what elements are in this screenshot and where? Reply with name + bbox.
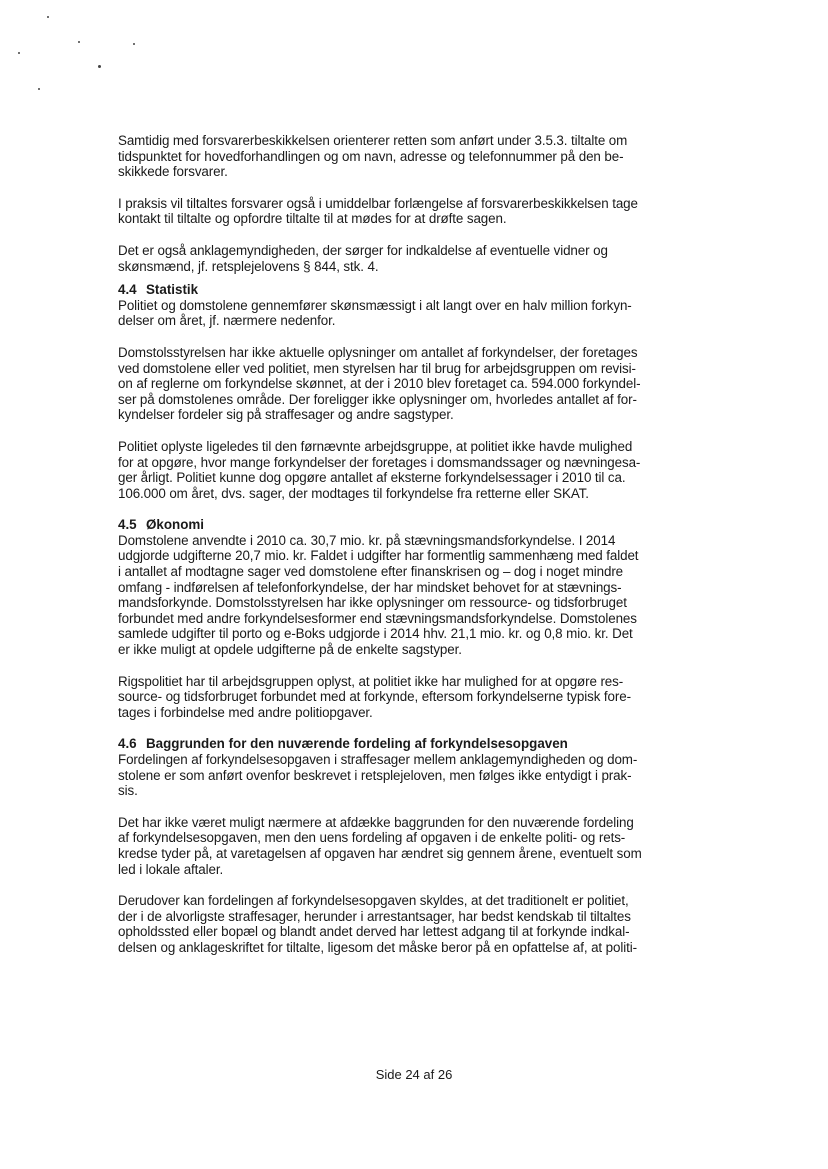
section-number: 4.4 <box>118 282 137 298</box>
body-paragraph <box>118 674 708 721</box>
section-baggrund <box>118 736 708 955</box>
text-line: forbundet med andre forkyndelsesformer end stævningsmandsforkyndelse. Domstolenes <box>118 610 637 626</box>
text-line: led i lokale aftaler. <box>118 861 224 877</box>
text-line: 106.000 om året, dvs. sager, der modtages til forkyndelse fra retterne eller SKAT. <box>118 485 589 501</box>
text-line: ser på domstolenes område. Der foreligger ikke oplysninger om, hvorledes antallet af for- <box>118 391 637 407</box>
scan-speck <box>38 88 40 90</box>
text-line: er ikke muligt at opdele udgifterne på de enkelte sagstyper. <box>118 642 462 658</box>
text-line: der i de alvorligste straffesager, herunder i arrestantsager, har bedst kendskab til tiltaltes <box>118 908 631 924</box>
text-line: stolene er som anført ovenfor beskrevet i retsplejeloven, men følges ikke entydigt i prak- <box>118 767 632 783</box>
text-line: for at opgøre, hvor mange forkyndelser der foretages i domsmandssager og nævningesa- <box>118 454 641 470</box>
section-heading <box>118 517 708 533</box>
text-line: udgjorde udgifterne 20,7 mio. kr. Faldet i udgifter har formentlig sammenhæng med faldet <box>118 548 639 564</box>
section-number: 4.6 <box>118 736 137 752</box>
body-paragraph <box>118 243 708 274</box>
text-line: skønsmænd, jf. retsplejelovens § 844, stk. 4. <box>118 258 379 274</box>
text-line: Domstolsstyrelsen har ikke aktuelle oplysninger om antallet af forkyndelser, der foretages <box>118 344 638 360</box>
text-line: tidspunktet for hovedforhandlingen og om navn, adresse og telefonnummer på den be- <box>118 148 624 164</box>
text-line: Derudover kan fordelingen af forkyndelsesopgaven skyldes, at det traditionelt er politiet, <box>118 893 629 909</box>
text-line: kredse tyder på, at varetagelsen af opgaven har ændret sig gennem årene, eventuelt som <box>118 845 642 861</box>
text-line: omfang - indførelsen af telefonforkyndelse, der har mindsket behovet for at stævnings- <box>118 579 622 595</box>
text-line: Domstolene anvendte i 2010 ca. 30,7 mio. kr. på stævningsmandsforkyndelse. I 2014 <box>118 532 616 548</box>
section-heading <box>118 736 708 752</box>
text-line: sis. <box>118 783 138 799</box>
text-line: Politiet og domstolene gennemfører skønsmæssigt i alt langt over en halv million forkyn- <box>118 297 632 313</box>
section-number: 4.5 <box>118 517 137 533</box>
text-line: af forkyndelsesopgaven, men den uens fordeling af opgaven i de enkelte politi- og rets- <box>118 830 626 846</box>
section-title: Baggrunden for den nuværende fordeling af forkyndelsesopgaven <box>146 736 568 752</box>
document-body <box>118 133 708 972</box>
body-paragraph <box>118 345 708 423</box>
text-line: I praksis vil tiltaltes forsvarer også i umiddelbar forlængelse af forsvarerbeskikkelsen tage <box>118 195 638 211</box>
text-line: Politiet oplyste ligeledes til den førnævnte arbejdsgruppe, at politiet ikke havde mulighed <box>118 438 633 454</box>
section-heading <box>118 282 708 298</box>
section-oekonomi <box>118 517 708 720</box>
page-footer <box>0 1067 828 1082</box>
text-line: on af reglerne om forkyndelse skønnet, at der i 2010 blev foretaget ca. 594.000 forkyndel- <box>118 376 641 392</box>
body-paragraph <box>118 893 708 955</box>
text-line: skikkede forsvarer. <box>118 164 228 180</box>
text-line: ger årligt. Politiet kunne dog opgøre antallet af eksterne forkyndelsessager i 2010 til ca. <box>118 470 626 486</box>
text-line: Fordelingen af forkyndelsesopgaven i straffesager mellem anklagemyndigheden og dom- <box>118 752 638 767</box>
body-paragraph <box>118 439 708 501</box>
text-line: tages i forbindelse med andre politiopgaver. <box>118 704 373 720</box>
text-line: kontakt til tiltalte og opfordre tiltalte til at mødes for at drøfte sagen. <box>118 211 507 227</box>
section-statistik <box>118 282 708 501</box>
text-line: samlede udgifter til porto og e-Boks udgjorde i 2014 hhv. 21,1 mio. kr. og 0,8 mio. kr. Det <box>118 626 633 642</box>
section-title: Statistik <box>146 282 199 298</box>
scan-speck <box>47 16 49 18</box>
text-line: Det har ikke været muligt nærmere at afdække baggrunden for den nuværende fordeling <box>118 814 634 830</box>
text-line: ved domstolene eller ved politiet, men styrelsen har til brug for arbejdsgruppen om revisi- <box>118 360 636 376</box>
text-line: delsen og anklageskriftet for tiltalte, ligesom det måske beror på en opfattelse af, at politi- <box>118 939 637 955</box>
text-line: mandsforkynde. Domstolsstyrelsen har ikke oplysninger om ressource- og tidsforbruget <box>118 595 627 611</box>
text-line: opholdssted eller bopæl og blandt andet derved har lettest adgang til at forkynde indkal- <box>118 924 630 940</box>
body-paragraph <box>118 196 708 227</box>
body-paragraph <box>118 298 708 329</box>
scan-speck <box>133 43 135 45</box>
body-paragraph <box>118 752 708 799</box>
scan-speck <box>98 65 101 68</box>
text-line: source- og tidsforbruget forbundet med at forkynde, eftersom forkyndelserne typisk fore- <box>118 689 631 705</box>
body-paragraph <box>118 533 708 658</box>
scan-speck <box>18 52 20 54</box>
text-line: i antallet af modtagne sager ved domstolene efter finanskrisen og – dog i noget mindre <box>118 564 624 580</box>
body-paragraph <box>118 133 708 180</box>
text-line: Samtidig med forsvarerbeskikkelsen orienterer retten som anført under 3.5.3. tiltalte om <box>118 133 628 148</box>
body-paragraph <box>118 815 708 877</box>
text-line: Rigspolitiet har til arbejdsgruppen oplyst, at politiet ikke har mulighed for at opgøre res- <box>118 673 624 689</box>
scan-speck <box>78 41 80 43</box>
text-line: Det er også anklagemyndigheden, der sørger for indkaldelse af eventuelle vidner og <box>118 242 608 258</box>
text-line: kyndelser fordeler sig på straffesager og andre sagstyper. <box>118 407 454 423</box>
page-number: Side 24 af 26 <box>375 1067 453 1082</box>
section-title: Økonomi <box>146 517 205 533</box>
text-line: delser om året, jf. nærmere nedenfor. <box>118 313 336 329</box>
